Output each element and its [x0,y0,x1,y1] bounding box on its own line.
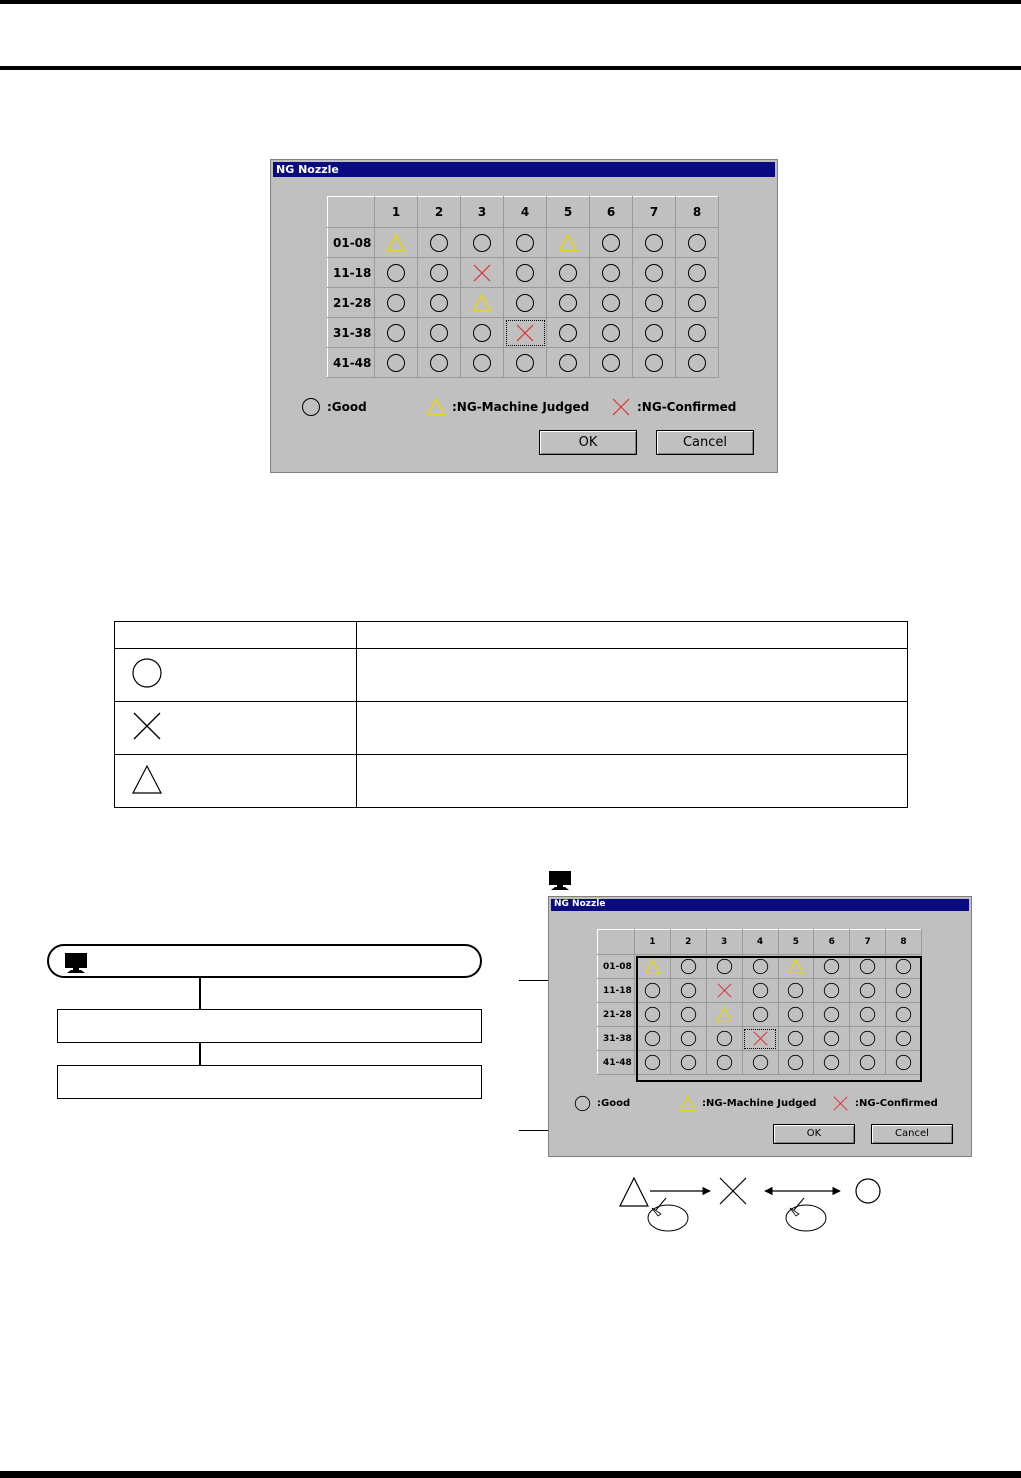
nozzle-cell[interactable] [375,288,418,318]
nozzle-cell[interactable] [676,318,719,348]
legend-confirmed-label: :NG-Confirmed [637,400,737,414]
nozzle-cell[interactable] [418,228,461,258]
cross-icon [720,1178,746,1204]
header-rule [0,66,1021,70]
good-circle-icon [716,1030,733,1047]
nozzle-cell[interactable] [670,979,706,1003]
nozzle-cell[interactable] [635,955,671,979]
column-header: 6 [590,197,633,228]
nozzle-cell[interactable] [504,258,547,288]
legend-machine-judged-label: :NG-Machine Judged [702,1098,817,1109]
grid-row [598,1003,922,1027]
legend-good [301,397,367,417]
monitor-icon [548,871,572,891]
cancel-button[interactable]: Cancel [656,430,754,455]
good-circle-icon [859,1054,876,1071]
good-circle-icon [644,323,664,343]
good-circle-icon [644,1006,661,1023]
column-header: 5 [778,930,814,955]
column-header: 8 [676,197,719,228]
good-circle-icon [787,1006,804,1023]
nozzle-cell[interactable] [814,955,850,979]
nozzle-cell[interactable] [886,979,922,1003]
row-header: 21-28 [328,288,375,318]
good-circle-icon [558,293,578,313]
nozzle-cell[interactable] [547,288,590,318]
circle-icon [301,397,321,417]
table-header-row [115,622,908,649]
good-circle-icon [386,293,406,313]
symbol-cell [115,702,357,755]
triangle-icon [426,397,446,417]
good-circle-icon [716,1054,733,1071]
good-circle-icon [823,1006,840,1023]
nozzle-cell[interactable] [670,1003,706,1027]
grid-corner [598,930,635,955]
monitor-icon [63,952,89,974]
ng-confirmed-icon [716,982,733,999]
nozzle-cell[interactable] [635,1051,671,1075]
column-header: 8 [886,930,922,955]
ng-machine-judged-icon [716,1006,733,1023]
description-cell [357,702,908,755]
flow-connector [199,978,201,1010]
good-circle-icon [558,323,578,343]
nozzle-cell[interactable] [635,1003,671,1027]
state-transition-diagram [600,1168,900,1242]
nozzle-cell[interactable] [676,288,719,318]
good-circle-icon [386,263,406,283]
nozzle-cell[interactable] [547,348,590,378]
nozzle-cell[interactable] [670,955,706,979]
grid-row [328,318,719,348]
good-circle-icon [895,1006,912,1023]
nozzle-cell[interactable] [633,228,676,258]
description-cell [357,755,908,808]
circle-icon [856,1179,880,1203]
good-circle-icon [601,233,621,253]
row-header: 41-48 [598,1051,635,1075]
nozzle-cell[interactable] [742,979,778,1003]
nozzle-grid [327,196,719,378]
good-circle-icon [787,982,804,999]
cross-icon [832,1095,849,1112]
legend-good-label: :Good [327,400,367,414]
column-header: 1 [375,197,418,228]
triangle-icon [131,763,163,795]
bottom-border-line [0,1471,1021,1478]
good-circle-icon [601,353,621,373]
nozzle-cell[interactable] [635,1027,671,1051]
column-header: 2 [670,930,706,955]
good-circle-icon [895,982,912,999]
nozzle-cell[interactable] [504,288,547,318]
grid-row [328,258,719,288]
good-circle-icon [752,1006,769,1023]
ng-machine-judged-icon [472,293,492,313]
table-row [115,702,908,755]
row-header: 01-08 [328,228,375,258]
nozzle-cell[interactable] [706,1051,742,1075]
nozzle-cell[interactable] [461,288,504,318]
nozzle-cell[interactable] [590,318,633,348]
column-header: 4 [742,930,778,955]
symbol-cell [115,649,357,702]
nozzle-cell[interactable] [418,318,461,348]
nozzle-cell[interactable] [547,318,590,348]
good-circle-icon [752,1054,769,1071]
nozzle-cell[interactable] [814,1027,850,1051]
nozzle-cell[interactable] [504,228,547,258]
ng-confirmed-icon [752,1030,769,1047]
table-row [115,755,908,808]
good-circle-icon [644,293,664,313]
row-header: 21-28 [598,1003,635,1027]
nozzle-cell[interactable] [742,1051,778,1075]
good-circle-icon [859,1006,876,1023]
nozzle-cell[interactable] [635,979,671,1003]
nozzle-cell[interactable] [676,348,719,378]
good-circle-icon [472,353,492,373]
good-circle-icon [687,293,707,313]
circle-icon [574,1095,591,1112]
nozzle-cell[interactable] [375,348,418,378]
cross-icon [611,397,631,417]
good-circle-icon [895,1054,912,1071]
row-header: 31-38 [598,1027,635,1051]
flow-start-step [47,944,482,978]
row-header: 11-18 [598,979,635,1003]
nozzle-cell[interactable] [778,1003,814,1027]
symbol-explanation-table [114,621,908,808]
nozzle-cell[interactable] [742,1003,778,1027]
ng-nozzle-dialog-small [548,896,972,1157]
legend-machine-judged-label: :NG-Machine Judged [452,400,590,414]
good-circle-icon [687,233,707,253]
good-circle-icon [429,263,449,283]
nozzle-cell[interactable] [461,318,504,348]
nozzle-cell[interactable] [670,1051,706,1075]
cancel-button[interactable]: Cancel [871,1124,953,1144]
row-header: 11-18 [328,258,375,288]
nozzle-cell[interactable] [676,258,719,288]
column-header: 3 [461,197,504,228]
good-circle-icon [644,233,664,253]
legend-machine-judged [426,397,589,417]
nozzle-cell[interactable] [850,1003,886,1027]
good-circle-icon [386,353,406,373]
good-circle-icon [558,263,578,283]
ng-machine-judged-icon [644,958,661,975]
nozzle-cell[interactable] [375,318,418,348]
flow-step-box [57,1065,482,1099]
nozzle-cell[interactable] [670,1027,706,1051]
nozzle-cell[interactable] [850,979,886,1003]
grid-row [598,1027,922,1051]
good-circle-icon [680,958,697,975]
nozzle-cell[interactable] [590,288,633,318]
good-circle-icon [472,233,492,253]
nozzle-cell[interactable] [375,228,418,258]
good-circle-icon [680,1006,697,1023]
good-circle-icon [752,958,769,975]
nozzle-cell[interactable] [814,979,850,1003]
column-header: 3 [706,930,742,955]
header-symbol-cell [115,622,357,649]
grid-row [328,288,719,318]
ok-button[interactable]: OK [539,430,637,455]
mouse-icon [786,1198,826,1231]
ok-button[interactable]: OK [773,1124,855,1144]
nozzle-cell[interactable] [706,979,742,1003]
good-circle-icon [429,293,449,313]
nozzle-cell[interactable] [375,258,418,288]
triangle-icon [679,1095,696,1112]
good-circle-icon [752,982,769,999]
ng-machine-judged-icon [386,233,406,253]
row-header: 01-08 [598,955,635,979]
nozzle-cell[interactable] [547,258,590,288]
good-circle-icon [429,353,449,373]
mouse-icon [648,1198,688,1231]
nozzle-cell[interactable] [590,258,633,288]
good-circle-icon [859,1030,876,1047]
good-circle-icon [895,1030,912,1047]
nozzle-cell[interactable] [461,228,504,258]
nozzle-cell[interactable] [778,955,814,979]
good-circle-icon [644,1054,661,1071]
nozzle-cell[interactable] [742,955,778,979]
nozzle-cell[interactable] [706,1003,742,1027]
good-circle-icon [823,1054,840,1071]
good-circle-icon [680,1030,697,1047]
header-description-cell [357,622,908,649]
row-header: 31-38 [328,318,375,348]
nozzle-cell[interactable] [850,1027,886,1051]
cross-icon [131,710,163,742]
symbol-cell [115,755,357,808]
triangle-icon [620,1178,648,1206]
good-circle-icon [823,958,840,975]
nozzle-cell[interactable] [778,1027,814,1051]
grid-header-row [598,930,922,955]
good-circle-icon [680,982,697,999]
good-circle-icon [787,1054,804,1071]
flow-step-box [57,1009,482,1043]
nozzle-cell[interactable] [742,1027,778,1051]
nozzle-cell[interactable] [547,228,590,258]
column-header: 5 [547,197,590,228]
nozzle-cell[interactable] [850,955,886,979]
nozzle-grid [597,929,922,1075]
grid-corner [328,197,375,228]
ng-nozzle-dialog [270,159,778,473]
good-circle-icon [644,1030,661,1047]
nozzle-cell[interactable] [886,1027,922,1051]
nozzle-cell[interactable] [461,348,504,378]
nozzle-cell[interactable] [418,348,461,378]
good-circle-icon [558,353,578,373]
good-circle-icon [823,1030,840,1047]
top-border-line [0,0,1021,4]
good-circle-icon [687,263,707,283]
good-circle-icon [644,982,661,999]
good-circle-icon [429,323,449,343]
ng-machine-judged-icon [787,958,804,975]
good-circle-icon [895,958,912,975]
flow-connector [199,1043,201,1066]
nozzle-cell[interactable] [633,258,676,288]
nozzle-cell[interactable] [886,1003,922,1027]
good-circle-icon [515,293,535,313]
good-circle-icon [859,982,876,999]
good-circle-icon [429,233,449,253]
nozzle-cell[interactable] [418,258,461,288]
nozzle-cell[interactable] [590,228,633,258]
good-circle-icon [859,958,876,975]
good-circle-icon [386,323,406,343]
legend-confirmed [832,1095,938,1112]
column-header: 1 [635,930,671,955]
good-circle-icon [823,982,840,999]
grid-row [598,979,922,1003]
nozzle-cell[interactable] [814,1051,850,1075]
nozzle-cell[interactable] [504,348,547,378]
good-circle-icon [644,263,664,283]
good-circle-icon [601,293,621,313]
ng-machine-judged-icon [558,233,578,253]
good-circle-icon [687,323,707,343]
nozzle-cell[interactable] [633,288,676,318]
nozzle-cell[interactable] [706,1027,742,1051]
good-circle-icon [472,323,492,343]
nozzle-cell[interactable] [706,955,742,979]
good-circle-icon [787,1030,804,1047]
description-cell [357,649,908,702]
nozzle-cell[interactable] [850,1051,886,1075]
column-header: 7 [850,930,886,955]
column-header: 6 [814,930,850,955]
nozzle-cell[interactable] [778,1051,814,1075]
good-circle-icon [644,353,664,373]
nozzle-cell[interactable] [461,258,504,288]
nozzle-cell[interactable] [886,1051,922,1075]
good-circle-icon [716,958,733,975]
ng-confirmed-icon [515,323,535,343]
legend-good [574,1095,630,1112]
good-circle-icon [515,263,535,283]
grid-row [598,1051,922,1075]
grid-row [598,955,922,979]
column-header: 2 [418,197,461,228]
good-circle-icon [601,323,621,343]
legend-machine-judged [679,1095,816,1112]
grid-row [328,348,719,378]
good-circle-icon [515,353,535,373]
ng-confirmed-icon [472,263,492,283]
column-header: 7 [633,197,676,228]
circle-icon [131,657,163,689]
legend-good-label: :Good [597,1098,631,1109]
nozzle-cell[interactable] [633,318,676,348]
nozzle-cell[interactable] [886,955,922,979]
grid-header-row [328,197,719,228]
nozzle-cell[interactable] [633,348,676,378]
nozzle-cell[interactable] [676,228,719,258]
legend-confirmed-label: :NG-Confirmed [855,1098,938,1109]
dialog-title: NG Nozzle [273,162,775,177]
good-circle-icon [687,353,707,373]
nozzle-cell[interactable] [814,1003,850,1027]
good-circle-icon [680,1054,697,1071]
grid-row [328,228,719,258]
row-header: 41-48 [328,348,375,378]
column-header: 4 [504,197,547,228]
nozzle-cell[interactable] [778,979,814,1003]
table-row [115,649,908,702]
good-circle-icon [601,263,621,283]
legend-confirmed [611,397,736,417]
good-circle-icon [515,233,535,253]
nozzle-cell[interactable] [504,318,547,348]
nozzle-cell[interactable] [590,348,633,378]
dialog-title: NG Nozzle [551,899,969,911]
nozzle-cell[interactable] [418,288,461,318]
